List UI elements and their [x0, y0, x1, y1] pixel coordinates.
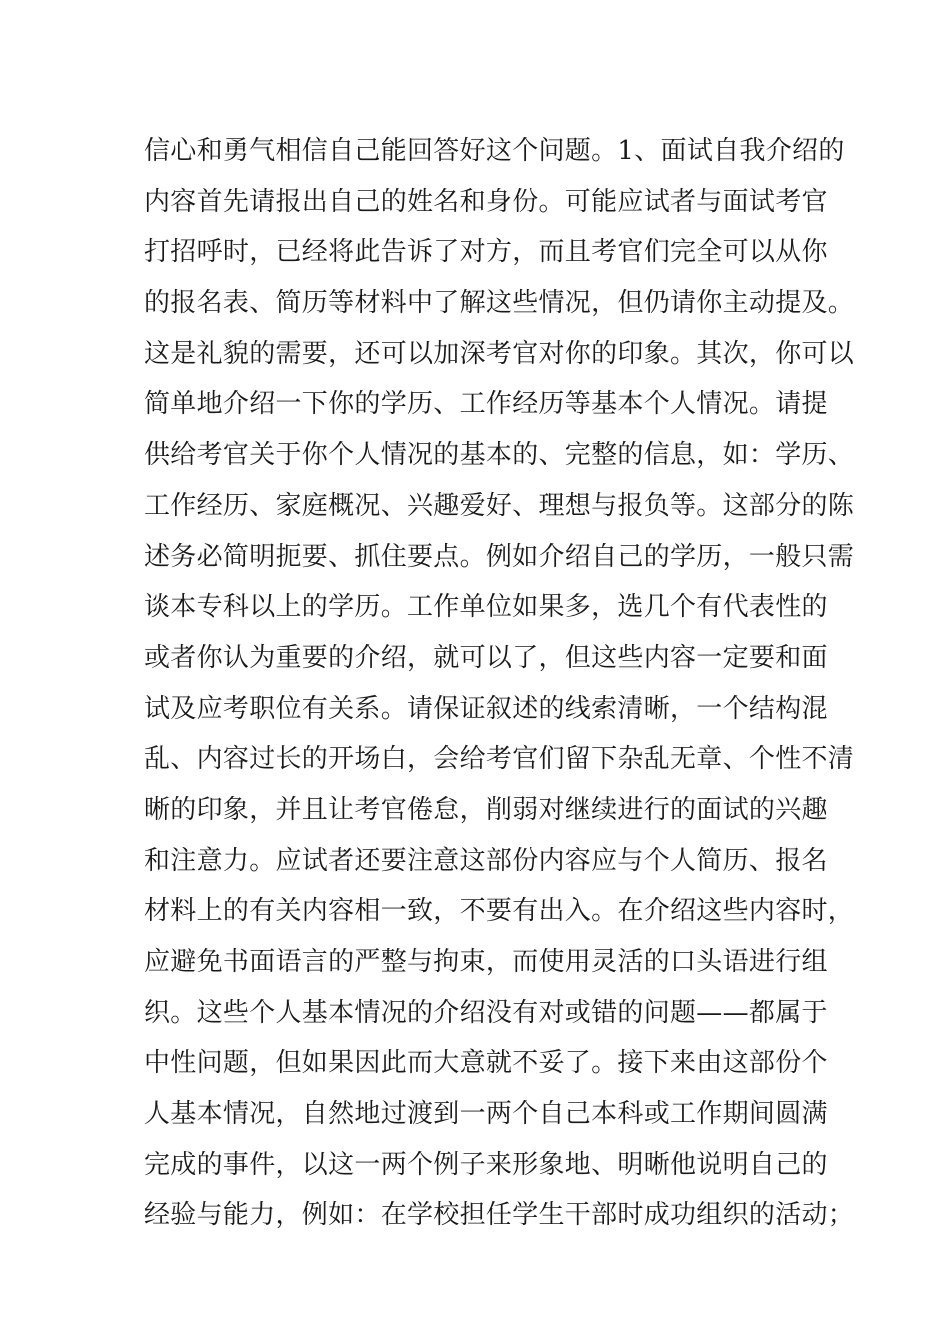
text-line: 应避免书面语言的严整与拘束，而使用灵活的口头语进行组 — [144, 947, 828, 977]
text-line: 这是礼貌的需要，还可以加深考官对你的印象。其次，你可以 — [144, 338, 855, 369]
body-text — [144, 126, 855, 1241]
text-line: 谈本专科以上的学历。工作单位如果多，选几个有代表性的 — [144, 592, 828, 623]
text-line: 人基本情况，自然地过渡到一两个自己本科或工作期间圆满 — [144, 1099, 828, 1130]
text-line: 晰的印象，并且让考官倦怠，削弱对继续进行的面试的兴趣 — [144, 794, 828, 825]
text-line: 完成的事件，以这一两个例子来形象地、明晰他说明自己的 — [144, 1149, 828, 1180]
text-line: 材料上的有关内容相一致，不要有出入。在介绍这些内容时， — [144, 896, 855, 927]
text-line: 和注意力。应试者还要注意这部份内容应与个人简历、报名 — [144, 845, 828, 876]
text-line: 打招呼时，已经将此告诉了对方，而且考官们完全可以从你 — [144, 237, 828, 268]
text-line: 内容首先请报出自己的姓名和身份。可能应试者与面试考官 — [144, 186, 828, 217]
text-line: 试及应考职位有关系。请保证叙述的线索清晰，一个结构混 — [144, 693, 828, 724]
text-line: 中性问题，但如果因此而大意就不妥了。接下来由这部份个 — [144, 1048, 828, 1079]
text-line: 工作经历、家庭概况、兴趣爱好、理想与报负等。这部分的陈 — [144, 490, 855, 521]
text-line: 的报名表、简历等材料中了解这些情况，但仍请你主动提及。 — [144, 288, 855, 319]
text-line: 经验与能力，例如：在学校担任学生干部时成功组织的活动； — [144, 1200, 855, 1231]
text-line: 织。这些个人基本情况的介绍没有对或错的问题——都属于 — [144, 997, 828, 1028]
text-line: 供给考官关于你个人情况的基本的、完整的信息，如：学历、 — [144, 440, 855, 471]
text-line: 或者你认为重要的介绍，就可以了，但这些内容一定要和面 — [144, 642, 828, 673]
text-line: 乱、内容过长的开场白，会给考官们留下杂乱无章、个性不清 — [144, 744, 855, 775]
text-line: 简单地介绍一下你的学历、工作经历等基本个人情况。请提 — [144, 389, 828, 420]
text-line: 信心和勇气相信自己能回答好这个问题。1、面试自我介绍的 — [144, 136, 845, 166]
text-line: 述务必简明扼要、抓住要点。例如介绍自己的学历，一般只需 — [144, 541, 855, 572]
